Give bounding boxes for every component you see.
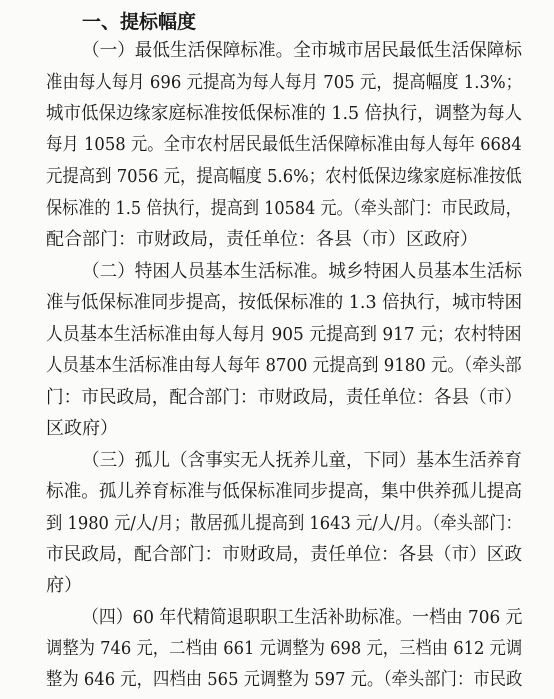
text-line: 准与低保标准同步提高，按低保标准的 1.3 倍执行，城市特困 <box>46 292 523 313</box>
text-line: 城市低保边缘家庭标准按低保标准的 1.5 倍执行，调整为每人 <box>46 103 523 124</box>
text-line: （三）孤儿（含事实无人抚养儿童，下同）基本生活养育 <box>82 450 523 471</box>
text-line: （二）特困人员基本生活标准。城乡特困人员基本生活标 <box>82 261 523 282</box>
section-heading: 一、提标幅度 <box>82 11 197 33</box>
text-line: （一）最低生活保障标准。全市城市居民最低生活保障标 <box>82 40 523 61</box>
text-line: 到 1980 元/人/月；散居孤儿提高到 1643 元/人/月。（牵头部门： <box>46 513 522 534</box>
text-line: 人员基本生活标准由每人每月 905 元提高到 917 元；农村特困 <box>46 324 522 345</box>
text-line: 区政府） <box>46 418 118 439</box>
text-line: 每月 1058 元。全市农村居民最低生活保障标准由每人每年 6684 <box>46 134 522 155</box>
text-line: 人员基本生活标准由每人每年 8700 元提高到 9180 元。（牵头部 <box>46 355 522 376</box>
text-line: 保标准的 1.5 倍执行，提高到 10584 元。（牵头部门：市民政局， <box>46 198 522 219</box>
text-line: 标准。孤儿养育标准与低保标准同步提高，集中供养孤儿提高 <box>46 481 522 502</box>
text-line: 准由每人每月 696 元提高为每人每月 705 元，提高幅度 1.3%； <box>46 72 523 93</box>
text-line: 配合部门：市财政局，责任单位：各县（市）区政府） <box>46 229 478 250</box>
text-line: 元提高到 7056 元，提高幅度 5.6%；农村低保边缘家庭标准按低 <box>46 166 522 187</box>
text-line: 府） <box>46 575 82 596</box>
text-line: 调整为 746 元，二档由 661 元调整为 698 元，三档由 612 元调 <box>46 638 523 659</box>
text-line: 门：市民政局，配合部门：市财政局，责任单位：各县（市） <box>46 387 522 408</box>
text-line: 整为 646 元，四档由 565 元调整为 597 元。（牵头部门：市民政 <box>46 669 523 690</box>
text-line: （四）60 年代精简退职职工生活补助标准。一档由 706 元 <box>82 607 523 628</box>
text-line: 市民政局，配合部门：市财政局，责任单位：各县（市）区政 <box>46 544 522 565</box>
